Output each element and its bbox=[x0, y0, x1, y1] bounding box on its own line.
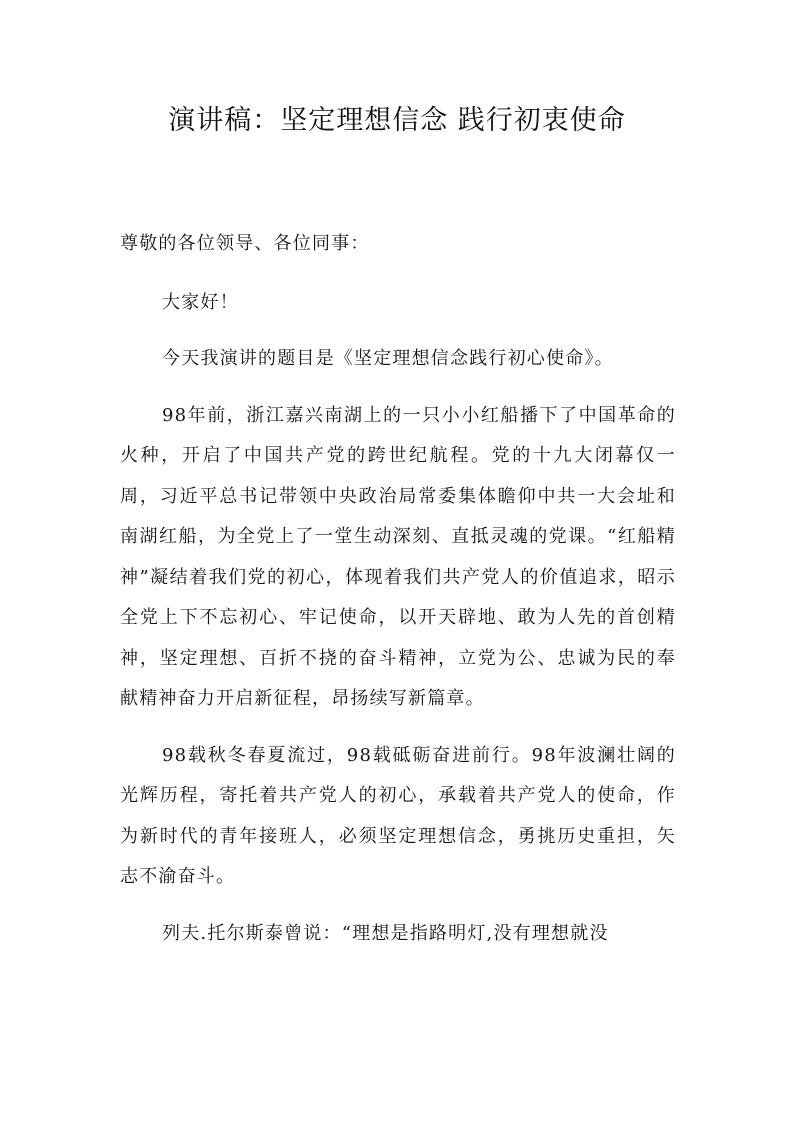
red-boat-paragraph: 98年前，浙江嘉兴南湖上的一只小小红船播下了中国革命的火种，开启了中国共产党的跨世纪航程。党的十九大闭幕仅一周，习近平总书记带领中央政治局常委集体瞻仰中共一大会址和南湖红船，为全党上了一堂生动深刻、直抵灵魂的党课。“红船精神”凝结着我们党的初心，体现着我们共产党人的价值追求，昭示全党上下不忘初心、牢记使命，以开天辟地、敢为人先的首创精神，坚定理想、百折不挠的奋斗精神，立党为公、忠诚为民的奉献精神奋力开启新征程，昂扬续写新篇章。 bbox=[120, 404, 676, 709]
topic-paragraph: 今天我演讲的题目是《坚定理想信念践行初心使命》。 bbox=[162, 348, 614, 369]
greeting-paragraph: 大家好！ bbox=[162, 291, 239, 313]
salutation-paragraph: 尊敬的各位领导、各位同事： bbox=[120, 233, 370, 254]
ninety-eight-years-paragraph: 98载秋冬春夏流过，98载砥砺奋进前行。98年波澜壮阔的光辉历程，寄托着共产党人的初心，承载着共产党人的使命，作为新时代的青年接班人，必须坚定理想信念，勇挑历史重担，矢志不渝奋斗。 bbox=[120, 744, 676, 887]
document-title: 演讲稿：坚定理想信念 践行初衷使命 bbox=[168, 105, 626, 136]
document-body bbox=[120, 224, 676, 970]
tolstoy-quote-paragraph: 列夫.托尔斯泰曾说：“理想是指路明灯,没有理想就没 bbox=[162, 922, 609, 944]
